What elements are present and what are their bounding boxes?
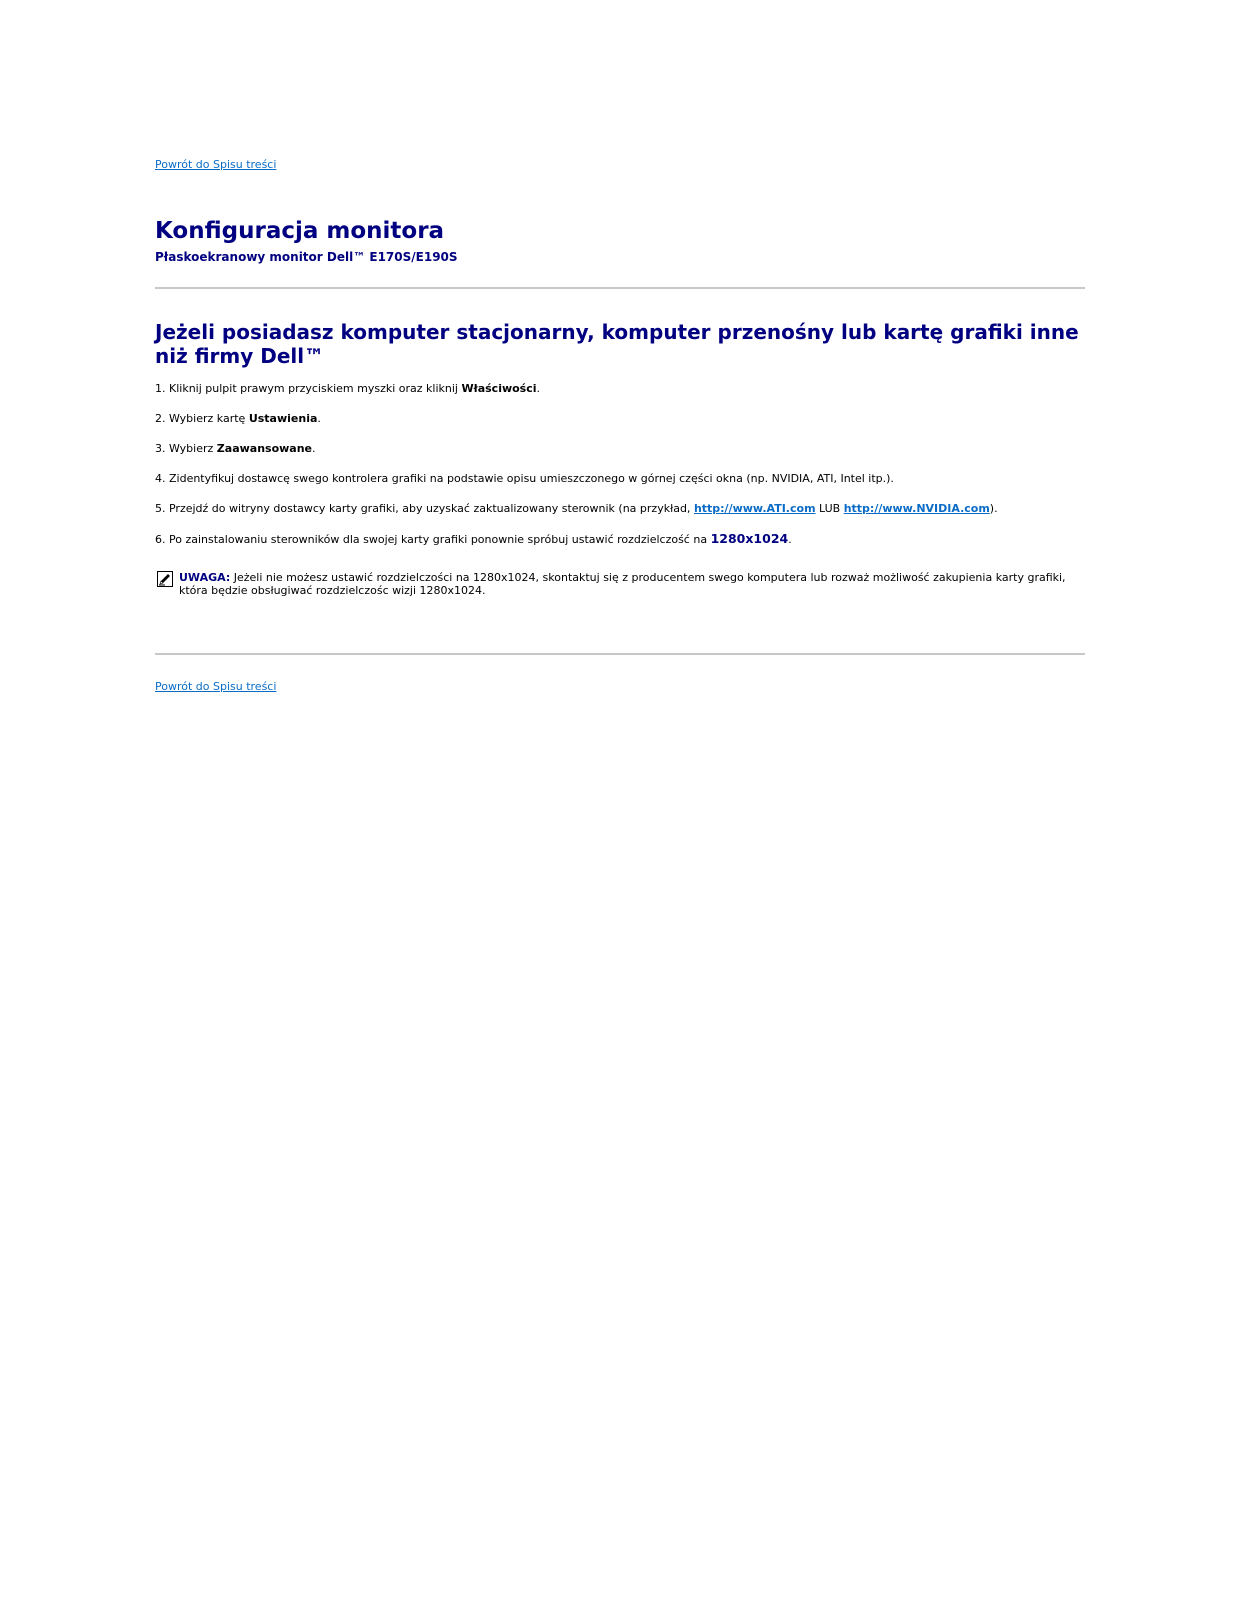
step-5-middle: LUB: [815, 502, 844, 515]
step-6-suffix: .: [788, 533, 792, 546]
steps-list: [155, 382, 1085, 563]
note-box: [157, 571, 1082, 597]
note-body: Jeżeli nie możesz ustawić rozdzielczości na 1280x1024, skontaktuj się z producentem swego komputera lub rozważ możliwość zakupienia karty grafiki, która będzie obsługiwać rozdzielczośc wizji 1280x1024.: [179, 571, 1066, 597]
back-to-toc-link-top[interactable]: Powrót do Spisu treści: [155, 158, 277, 171]
note-pencil-icon: [157, 571, 173, 587]
step-1-bold: Właściwości: [461, 382, 537, 395]
ati-link[interactable]: http://www.ATI.com: [693, 502, 816, 515]
divider-top: [155, 287, 1085, 289]
back-to-toc-link-bottom[interactable]: Powrót do Spisu treści: [155, 680, 277, 693]
step-6: [155, 532, 1085, 547]
step-1: [155, 382, 1085, 396]
step-5-suffix: ).: [989, 502, 998, 515]
step-3-suffix: .: [312, 442, 316, 455]
step-6-text: 6. Po zainstalowaniu sterowników dla swojej karty grafiki ponownie spróbuj ustawić rozdzielczość na: [155, 533, 711, 546]
nvidia-link[interactable]: http://www.NVIDIA.com: [843, 502, 990, 515]
step-5: [155, 502, 1085, 516]
note-text: [179, 571, 1082, 597]
step-1-text: 1. Kliknij pulpit prawym przyciskiem myszki oraz kliknij: [155, 382, 462, 395]
divider-bottom: [155, 653, 1085, 655]
step-5-text: 5. Przejdź do witryny dostawcy karty grafiki, aby uzyskać zaktualizowany sterownik (na przykład,: [155, 502, 694, 515]
step-3-text: 3. Wybierz: [155, 442, 217, 455]
page-subtitle: Płaskoekranowy monitor Dell™ E170S/E190S: [155, 250, 458, 264]
step-2-bold: Ustawienia: [248, 412, 318, 425]
step-1-suffix: .: [536, 382, 541, 395]
step-3-bold: Zaawansowane: [216, 442, 313, 455]
step-4-text: 4. Zidentyfikuj dostawcę swego kontrolera grafiki na podstawie opisu umieszczonego w górnej części okna (np. NVIDIA, ATI, Intel itp.).: [155, 472, 894, 485]
step-2-text: 2. Wybierz kartę: [155, 412, 249, 425]
note-label: UWAGA:: [179, 571, 231, 584]
step-4: [155, 472, 1085, 486]
page-title: Konfiguracja monitora: [155, 218, 445, 244]
step-3: [155, 442, 1085, 456]
step-2-suffix: .: [317, 412, 321, 425]
step-2: [155, 412, 1085, 426]
step-6-resolution: 1280x1024: [710, 531, 789, 546]
section-heading: Jeżeli posiadasz komputer stacjonarny, komputer przenośny lub kartę grafiki inne niż firmy Dell™: [155, 320, 1079, 368]
